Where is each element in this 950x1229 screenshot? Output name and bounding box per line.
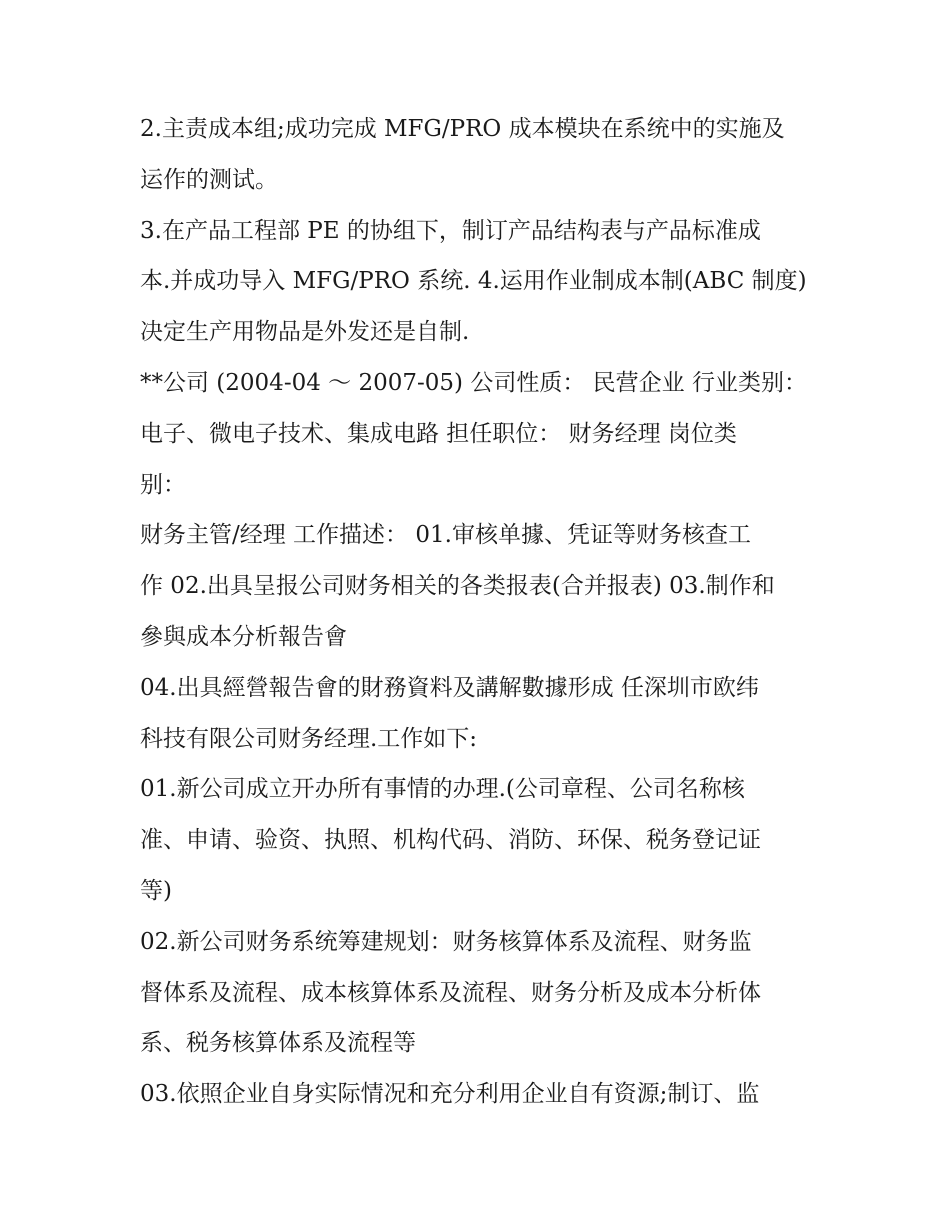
text-line: 01.新公司成立开办所有事情的办理.(公司章程、公司名称核 — [140, 776, 745, 803]
text-line: 准、申请、验资、执照、机构代码、消防、环保、税务登记证 — [140, 827, 761, 854]
text-line: 运作的测试。 — [140, 166, 278, 193]
text-line: 03.依照企业自身实际情况和充分利用企业自有资源;制订、监 — [140, 1081, 760, 1108]
text-line: 别： — [140, 471, 186, 498]
text-line: 督体系及流程、成本核算体系及流程、财务分析及成本分析体 — [140, 979, 761, 1006]
text-line: 參與成本分析報告會 — [140, 623, 347, 650]
text-line: 本.并成功导入 MFG/PRO 系统. 4.运用作业制成本制(ABC 制度) — [140, 268, 807, 295]
text-line: 等) — [140, 877, 172, 904]
text-line: 2.主责成本组;成功完成 MFG/PRO 成本模块在系统中的实施及 — [140, 116, 785, 142]
text-line: 3.在产品工程部 PE 的协组下，制订产品结构表与产品标准成 — [140, 217, 761, 244]
text-line: 系、税务核算体系及流程等 — [140, 1030, 416, 1057]
text-line: 科技有限公司财务经理.工作如下: — [140, 725, 478, 752]
text-line: 02.新公司财务系统筹建规划：财务核算体系及流程、财务监 — [140, 928, 752, 955]
document-body — [140, 104, 820, 1120]
text-line: 电子、微电子技术、集成电路 担任职位： 财务经理 岗位类 — [140, 420, 737, 447]
text-line: 作 02.出具呈报公司财务相关的各类报表(合并报表) 03.制作和 — [140, 573, 775, 600]
text-line: 财务主管/经理 工作描述： 01.审核单據、凭证等财务核查工 — [140, 522, 751, 549]
text-line: 04.出具經營報告會的財務資料及講解數據形成 任深圳市欧纬 — [140, 674, 759, 701]
text-line: **公司 (2004-04 ～ 2007-05) 公司性质： 民营企业 行业类别： — [140, 369, 807, 396]
text-line: 决定生产用物品是外发还是自制. — [140, 319, 470, 346]
